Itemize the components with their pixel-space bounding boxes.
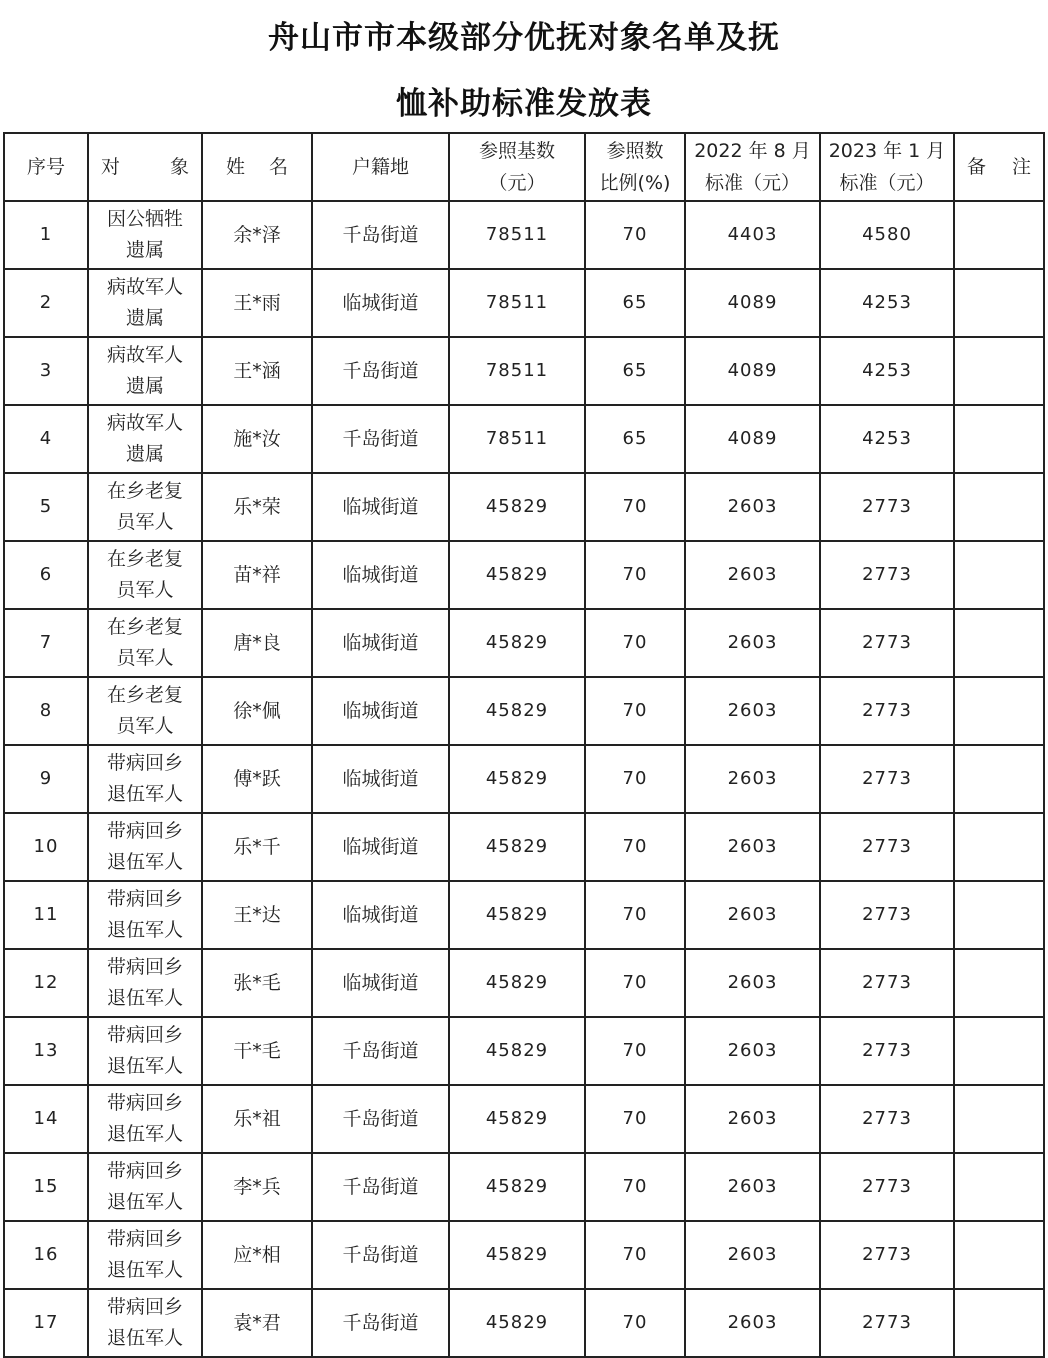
table-row (4, 473, 1044, 541)
cell-std-2022: 2603 (685, 1085, 820, 1153)
category-line-2: 遗属 (125, 375, 164, 397)
table-row (4, 949, 1044, 1017)
category-line-2: 遗属 (125, 443, 164, 465)
category-line-2: 退伍军人 (106, 1259, 183, 1281)
table-row (4, 405, 1044, 473)
cell-seq: 9 (4, 745, 88, 813)
table-row (4, 541, 1044, 609)
cell-std-2022: 4089 (685, 337, 820, 405)
cell-std-2023: 2773 (820, 1085, 954, 1153)
category-line-1: 带病回乡 (106, 1091, 183, 1114)
cell-base: 78511 (449, 337, 585, 405)
cell-seq: 10 (4, 813, 88, 881)
cell-ratio: 70 (585, 1221, 685, 1289)
category-line-2: 退伍军人 (106, 851, 183, 873)
cell-name: 李*兵 (202, 1153, 312, 1221)
cell-category (88, 405, 202, 473)
table-row (4, 337, 1044, 405)
category-line-2: 退伍军人 (106, 987, 183, 1009)
cell-residence: 临城街道 (312, 609, 449, 677)
cell-base: 78511 (449, 201, 585, 269)
cell-ratio: 65 (585, 337, 685, 405)
table-body (4, 201, 1044, 1357)
table-row (4, 609, 1044, 677)
cell-name: 傅*跃 (202, 745, 312, 813)
cell-remark (954, 337, 1044, 405)
cell-std-2022: 2603 (685, 1289, 820, 1357)
header-remark: 备 注 (954, 133, 1044, 201)
cell-std-2022: 4403 (685, 201, 820, 269)
category-line-1: 因公牺牲 (106, 207, 183, 230)
cell-std-2022: 4089 (685, 269, 820, 337)
header-std-2023: 2023 年 1 月 标准（元） (820, 133, 954, 201)
header-category: 对 象 (88, 133, 202, 201)
header-name: 姓 名 (202, 133, 312, 201)
cell-name: 王*雨 (202, 269, 312, 337)
category-line-1: 带病回乡 (106, 1023, 183, 1046)
cell-residence: 临城街道 (312, 473, 449, 541)
cell-remark (954, 1085, 1044, 1153)
cell-seq: 3 (4, 337, 88, 405)
cell-name: 苗*祥 (202, 541, 312, 609)
table-row (4, 1289, 1044, 1357)
cell-ratio: 70 (585, 201, 685, 269)
header-residence: 户籍地 (312, 133, 449, 201)
cell-category (88, 1017, 202, 1085)
cell-base: 45829 (449, 677, 585, 745)
table-row (4, 1153, 1044, 1221)
category-line-2: 员军人 (116, 647, 174, 669)
category-line-1: 在乡老复 (106, 547, 183, 570)
cell-remark (954, 609, 1044, 677)
cell-std-2022: 2603 (685, 949, 820, 1017)
table-row (4, 1085, 1044, 1153)
cell-std-2022: 2603 (685, 745, 820, 813)
cell-std-2022: 2603 (685, 677, 820, 745)
cell-ratio: 70 (585, 1289, 685, 1357)
cell-name: 施*汝 (202, 405, 312, 473)
category-line-1: 带病回乡 (106, 955, 183, 978)
cell-name: 乐*祖 (202, 1085, 312, 1153)
cell-ratio: 70 (585, 1085, 685, 1153)
header-base: 参照基数 （元） (449, 133, 585, 201)
header-ratio: 参照数 比例(%) (585, 133, 685, 201)
cell-residence: 千岛街道 (312, 1289, 449, 1357)
cell-std-2022: 2603 (685, 881, 820, 949)
cell-residence: 千岛街道 (312, 1153, 449, 1221)
cell-base: 45829 (449, 813, 585, 881)
cell-category (88, 1289, 202, 1357)
category-line-1: 病故军人 (106, 411, 183, 434)
cell-seq: 5 (4, 473, 88, 541)
table-row (4, 677, 1044, 745)
cell-residence: 千岛街道 (312, 1221, 449, 1289)
cell-std-2023: 2773 (820, 949, 954, 1017)
cell-base: 78511 (449, 269, 585, 337)
cell-category (88, 201, 202, 269)
cell-std-2022: 2603 (685, 1221, 820, 1289)
cell-name: 张*毛 (202, 949, 312, 1017)
cell-seq: 16 (4, 1221, 88, 1289)
cell-name: 乐*荣 (202, 473, 312, 541)
cell-name: 徐*佩 (202, 677, 312, 745)
cell-name: 袁*君 (202, 1289, 312, 1357)
cell-std-2022: 2603 (685, 473, 820, 541)
cell-std-2023: 2773 (820, 541, 954, 609)
cell-name: 王*涵 (202, 337, 312, 405)
category-line-1: 病故军人 (106, 343, 183, 366)
cell-seq: 8 (4, 677, 88, 745)
header-std-2022: 2022 年 8 月 标准（元） (685, 133, 820, 201)
cell-ratio: 70 (585, 1153, 685, 1221)
category-line-2: 退伍军人 (106, 919, 183, 941)
cell-base: 45829 (449, 1017, 585, 1085)
header-seq: 序号 (4, 133, 88, 201)
cell-std-2023: 2773 (820, 677, 954, 745)
table-row (4, 1221, 1044, 1289)
table-row (4, 269, 1044, 337)
cell-residence: 临城街道 (312, 677, 449, 745)
cell-ratio: 70 (585, 1017, 685, 1085)
cell-category (88, 813, 202, 881)
cell-residence: 千岛街道 (312, 1085, 449, 1153)
cell-category (88, 609, 202, 677)
cell-name: 干*毛 (202, 1017, 312, 1085)
category-line-2: 退伍军人 (106, 1055, 183, 1077)
cell-base: 45829 (449, 1153, 585, 1221)
cell-ratio: 70 (585, 813, 685, 881)
cell-category (88, 337, 202, 405)
cell-remark (954, 269, 1044, 337)
table-row (4, 1017, 1044, 1085)
cell-std-2023: 2773 (820, 881, 954, 949)
cell-residence: 临城街道 (312, 269, 449, 337)
cell-remark (954, 1153, 1044, 1221)
category-line-2: 遗属 (125, 307, 164, 329)
cell-std-2023: 2773 (820, 745, 954, 813)
category-line-2: 退伍军人 (106, 1191, 183, 1213)
cell-residence: 千岛街道 (312, 201, 449, 269)
cell-ratio: 65 (585, 405, 685, 473)
cell-base: 45829 (449, 541, 585, 609)
cell-category (88, 1085, 202, 1153)
cell-ratio: 70 (585, 745, 685, 813)
cell-seq: 13 (4, 1017, 88, 1085)
cell-residence: 千岛街道 (312, 405, 449, 473)
cell-seq: 4 (4, 405, 88, 473)
cell-remark (954, 881, 1044, 949)
table-row (4, 745, 1044, 813)
category-line-1: 在乡老复 (106, 615, 183, 638)
cell-base: 45829 (449, 609, 585, 677)
category-line-2: 员军人 (116, 715, 174, 737)
cell-name: 应*相 (202, 1221, 312, 1289)
cell-name: 余*泽 (202, 201, 312, 269)
category-line-2: 退伍军人 (106, 783, 183, 805)
cell-seq: 11 (4, 881, 88, 949)
cell-residence: 临城街道 (312, 813, 449, 881)
category-line-2: 退伍军人 (106, 1123, 183, 1145)
cell-residence: 千岛街道 (312, 1017, 449, 1085)
category-line-2: 遗属 (125, 239, 164, 261)
cell-seq: 17 (4, 1289, 88, 1357)
cell-base: 45829 (449, 949, 585, 1017)
header-row (4, 133, 1044, 201)
cell-std-2023: 4253 (820, 337, 954, 405)
cell-residence: 临城街道 (312, 949, 449, 1017)
cell-remark (954, 473, 1044, 541)
category-line-1: 带病回乡 (106, 887, 183, 910)
pension-table (3, 132, 1045, 1358)
cell-remark (954, 1017, 1044, 1085)
cell-category (88, 473, 202, 541)
cell-remark (954, 405, 1044, 473)
cell-ratio: 65 (585, 269, 685, 337)
cell-std-2023: 2773 (820, 609, 954, 677)
cell-std-2023: 4253 (820, 269, 954, 337)
cell-remark (954, 541, 1044, 609)
cell-residence: 临城街道 (312, 745, 449, 813)
category-line-1: 带病回乡 (106, 819, 183, 842)
cell-base: 45829 (449, 881, 585, 949)
cell-category (88, 881, 202, 949)
cell-base: 45829 (449, 473, 585, 541)
category-line-2: 员军人 (116, 511, 174, 533)
cell-std-2023: 2773 (820, 1017, 954, 1085)
cell-std-2022: 2603 (685, 1017, 820, 1085)
cell-category (88, 541, 202, 609)
category-line-1: 带病回乡 (106, 751, 183, 774)
cell-seq: 15 (4, 1153, 88, 1221)
cell-seq: 14 (4, 1085, 88, 1153)
cell-category (88, 677, 202, 745)
cell-residence: 临城街道 (312, 541, 449, 609)
cell-ratio: 70 (585, 677, 685, 745)
title-line-1: 舟山市市本级部分优抚对象名单及抚 (268, 20, 780, 56)
cell-seq: 12 (4, 949, 88, 1017)
cell-remark (954, 949, 1044, 1017)
cell-category (88, 269, 202, 337)
cell-residence: 千岛街道 (312, 337, 449, 405)
cell-base: 78511 (449, 405, 585, 473)
cell-remark (954, 745, 1044, 813)
cell-base: 45829 (449, 1085, 585, 1153)
cell-std-2023: 2773 (820, 813, 954, 881)
cell-remark (954, 1289, 1044, 1357)
cell-ratio: 70 (585, 541, 685, 609)
cell-std-2022: 4089 (685, 405, 820, 473)
cell-ratio: 70 (585, 473, 685, 541)
cell-ratio: 70 (585, 609, 685, 677)
table-row (4, 201, 1044, 269)
category-line-1: 带病回乡 (106, 1295, 183, 1318)
cell-seq: 6 (4, 541, 88, 609)
cell-remark (954, 813, 1044, 881)
cell-std-2022: 2603 (685, 813, 820, 881)
cell-base: 45829 (449, 1289, 585, 1357)
category-line-2: 退伍军人 (106, 1327, 183, 1349)
cell-remark (954, 677, 1044, 745)
cell-name: 唐*良 (202, 609, 312, 677)
cell-ratio: 70 (585, 949, 685, 1017)
category-line-1: 在乡老复 (106, 683, 183, 706)
cell-base: 45829 (449, 1221, 585, 1289)
cell-seq: 7 (4, 609, 88, 677)
cell-std-2022: 2603 (685, 541, 820, 609)
cell-name: 乐*千 (202, 813, 312, 881)
cell-remark (954, 201, 1044, 269)
category-line-1: 病故军人 (106, 275, 183, 298)
cell-ratio: 70 (585, 881, 685, 949)
category-line-1: 带病回乡 (106, 1227, 183, 1250)
cell-seq: 1 (4, 201, 88, 269)
cell-category (88, 1153, 202, 1221)
title-line-2: 恤补助标准发放表 (396, 86, 652, 122)
table-row (4, 813, 1044, 881)
category-line-1: 在乡老复 (106, 479, 183, 502)
cell-residence: 临城街道 (312, 881, 449, 949)
cell-std-2023: 2773 (820, 1221, 954, 1289)
category-line-1: 带病回乡 (106, 1159, 183, 1182)
cell-std-2023: 4580 (820, 201, 954, 269)
cell-std-2023: 2773 (820, 1289, 954, 1357)
cell-category (88, 1221, 202, 1289)
cell-seq: 2 (4, 269, 88, 337)
cell-std-2022: 2603 (685, 609, 820, 677)
table-row (4, 881, 1044, 949)
cell-std-2023: 4253 (820, 405, 954, 473)
category-line-2: 员军人 (116, 579, 174, 601)
cell-category (88, 745, 202, 813)
cell-base: 45829 (449, 745, 585, 813)
cell-remark (954, 1221, 1044, 1289)
cell-std-2023: 2773 (820, 1153, 954, 1221)
cell-name: 王*达 (202, 881, 312, 949)
cell-category (88, 949, 202, 1017)
cell-std-2022: 2603 (685, 1153, 820, 1221)
cell-std-2023: 2773 (820, 473, 954, 541)
